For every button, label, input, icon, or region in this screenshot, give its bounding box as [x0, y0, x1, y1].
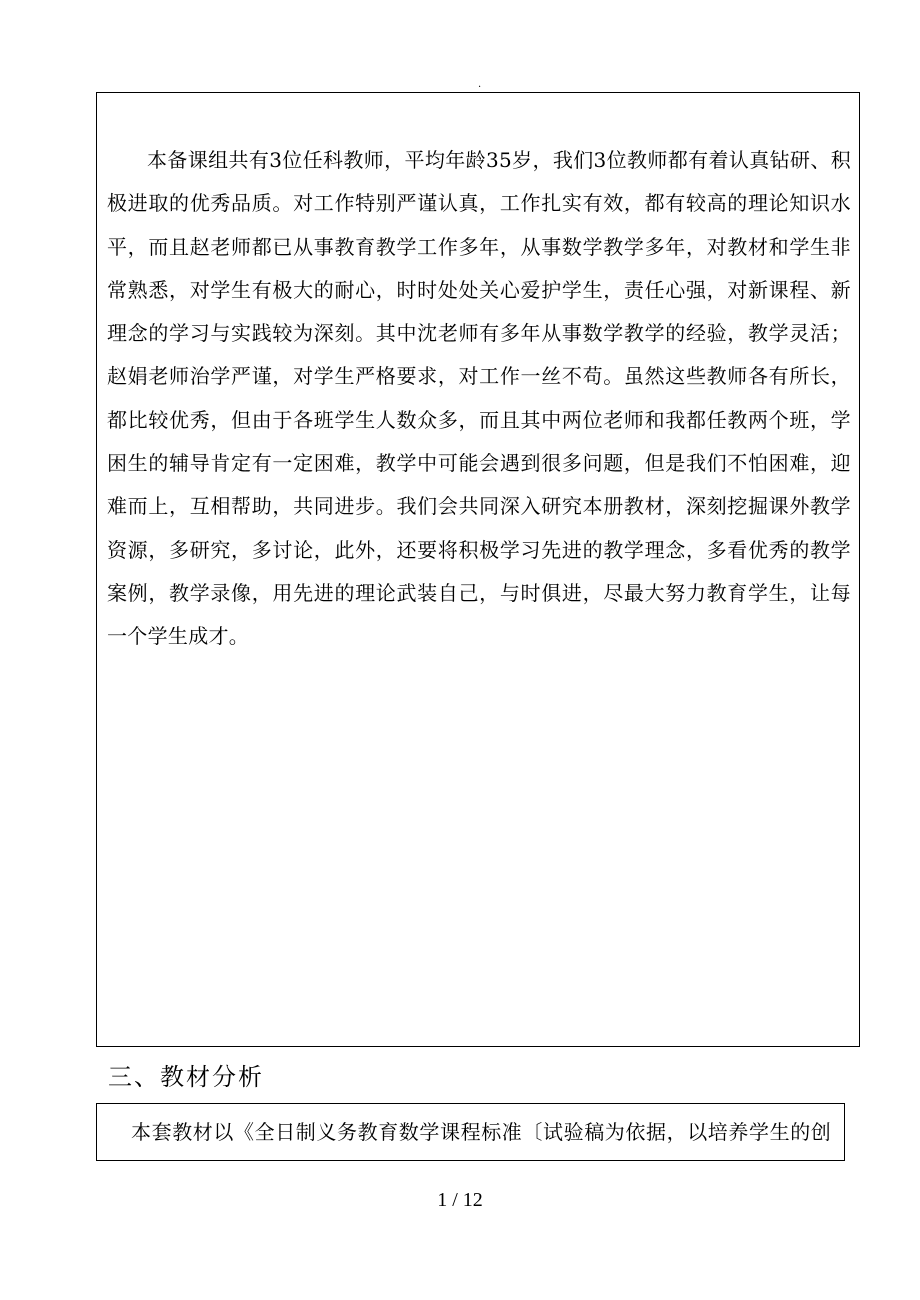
- team-description-box: [96, 92, 860, 1047]
- section-heading-materials-analysis: 三、教材分析: [108, 1063, 264, 1091]
- page-number: 1 / 12: [437, 1189, 483, 1211]
- materials-analysis-box: [96, 1103, 845, 1161]
- materials-analysis-paragraph: 本套教材以《全日制义务教育数学课程标准〔试验稿为依据，以培养学生的创: [131, 1120, 832, 1144]
- team-description-paragraph: 本备课组共有3位任科教师，平均年龄35岁，我们3位教师都有着认真钻研、积极进取的优秀品质。对工作特别严谨认真，工作扎实有效，都有较高的理论知识水平，而且赵老师都已从事教育教学工作多年，从事数学教学多年，对教材和学生非常熟悉，对学生有极大的耐心，时时处处关心爱护学生，责任心强，对新课程、新理念的学习与实践较为深刻。其中沈老师有多年从事数学教学的经验，教学灵活；赵娟老师治学严谨，对学生严格要求，对工作一丝不苟。虽然这些教师各有所长，都比较优秀，但由于各班学生人数众多，而且其中两位老师和我都任教两个班，学困生的辅导肯定有一定困难，教学中可能会遇到很多问题，但是我们不怕困难，迎难而上，互相帮助，共同进步。我们会共同深入研究本册教材，深刻挖掘课外教学资源，多研究，多讨论，此外，还要将积极学习先进的教学理念，多看优秀的教学案例，教学录像，用先进的理论武装自己，与时俱进，尽最大努力教育学生，让每一个学生成才。: [107, 148, 851, 649]
- header-dot: .: [478, 79, 482, 90]
